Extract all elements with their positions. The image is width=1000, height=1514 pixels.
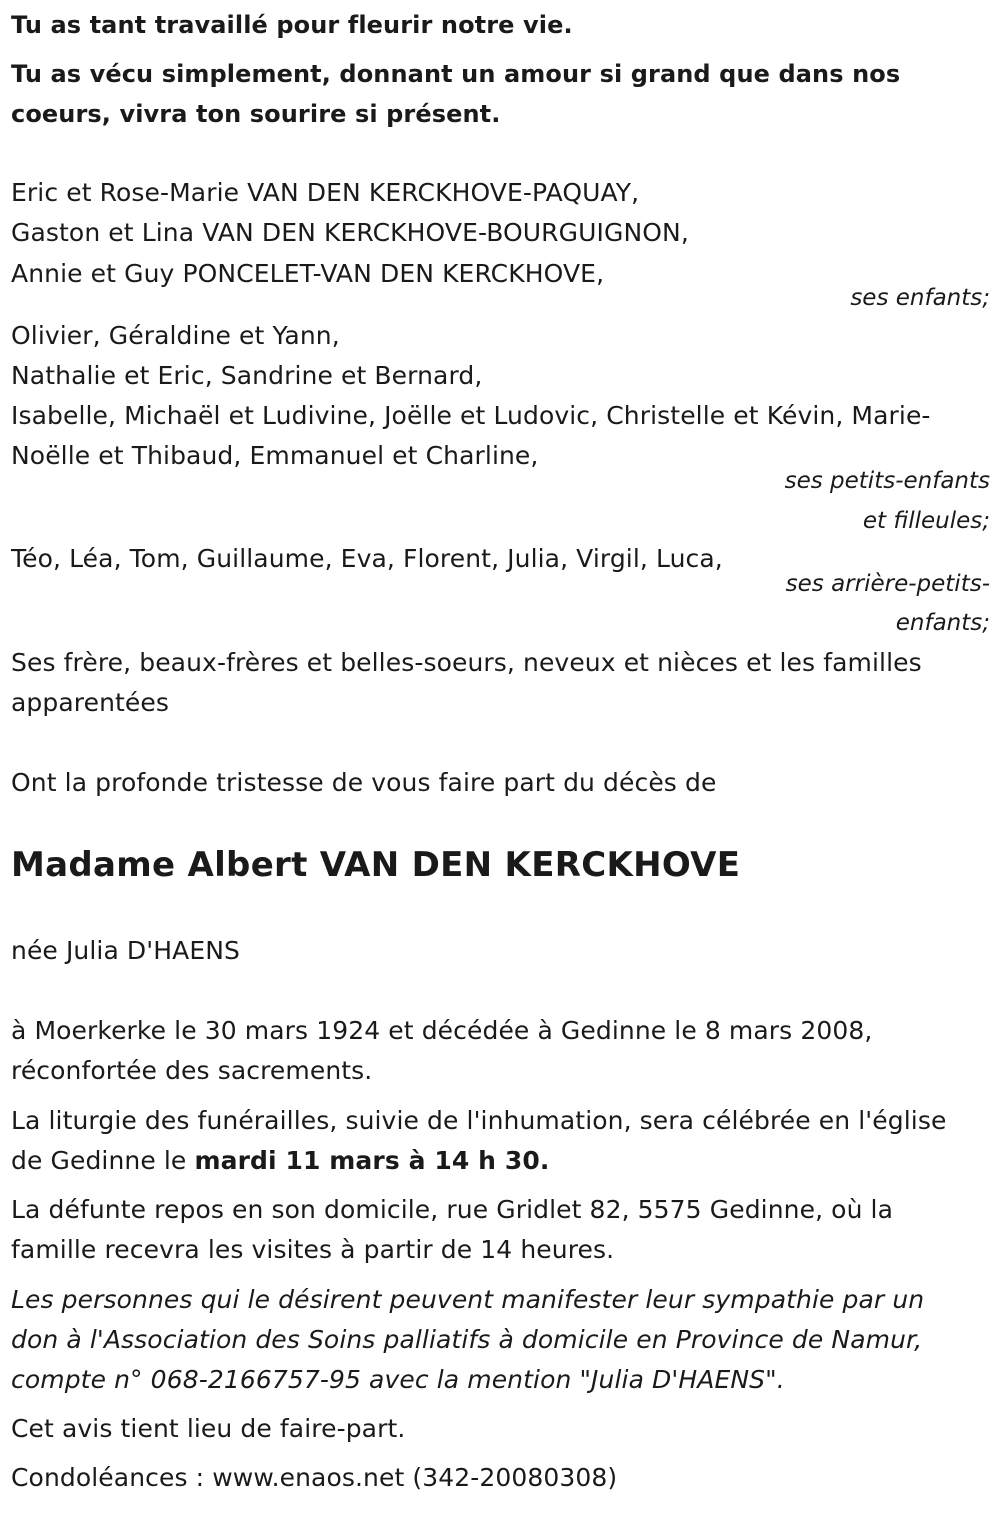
birth-death-line: réconfortée des sacrements. (11, 1056, 373, 1085)
grandchild-name: Olivier, Géraldine et Yann, (11, 321, 340, 350)
funeral-line-prefix: de Gedinne le (11, 1146, 195, 1175)
epigraph-line: Tu as tant travaillé pour fleurir notre vie. (11, 11, 573, 39)
donation-line: Les personnes qui le désirent peuvent manifester leur sympathie par un (11, 1285, 925, 1314)
maiden-name: née Julia D'HAENS (11, 936, 241, 965)
deceased-name: Madame Albert VAN DEN KERCKHOVE (11, 845, 741, 885)
notice-line: Cet avis tient lieu de faire-part. (11, 1414, 406, 1443)
great-grandchildren-role: ses arrière-petits- (785, 571, 990, 597)
donation-line: compte n° 068-2166757-95 avec la mention "Julia D'HAENS". (11, 1365, 785, 1394)
grandchildren-role: et filleules; (862, 508, 990, 534)
funeral-line (11, 1146, 549, 1176)
child-name: Annie et Guy PONCELET-VAN DEN KERCKHOVE, (11, 259, 605, 288)
birth-death-line: à Moerkerke le 30 mars 1924 et décédée à Gedinne le 8 mars 2008, (11, 1016, 873, 1045)
family-line: apparentées (11, 688, 170, 717)
child-name: Gaston et Lina VAN DEN KERCKHOVE-BOURGUIGNON, (11, 218, 689, 247)
epigraph-line: coeurs, vivra ton sourire si présent. (11, 100, 501, 128)
grandchildren-role: ses petits-enfants (784, 468, 990, 494)
rest-line: famille recevra les visites à partir de 14 heures. (11, 1235, 615, 1264)
announcement: Ont la profonde tristesse de vous faire part du décès de (11, 768, 717, 797)
condolences-line: Condoléances : www.enaos.net (342-20080308) (11, 1463, 618, 1492)
grandchild-name: Isabelle, Michaël et Ludivine, Joëlle et Ludovic, Christelle et Kévin, Marie- (11, 401, 931, 430)
children-role: ses enfants; (850, 285, 990, 311)
child-name: Eric et Rose-Marie VAN DEN KERCKHOVE-PAQUAY, (11, 178, 640, 207)
grandchild-name: Nathalie et Eric, Sandrine et Bernard, (11, 361, 483, 390)
great-grandchildren-role: enfants; (895, 610, 990, 636)
donation-line: don à l'Association des Soins palliatifs à domicile en Province de Namur, (11, 1325, 923, 1354)
great-grandchildren-names: Téo, Léa, Tom, Guillaume, Eva, Florent, Julia, Virgil, Luca, (11, 544, 723, 573)
grandchild-name: Noëlle et Thibaud, Emmanuel et Charline, (11, 441, 539, 470)
epigraph-line: Tu as vécu simplement, donnant un amour si grand que dans nos (11, 60, 901, 88)
family-line: Ses frère, beaux-frères et belles-soeurs, neveux et nièces et les familles (11, 648, 922, 677)
funeral-datetime: mardi 11 mars à 14 h 30. (194, 1146, 550, 1175)
funeral-line: La liturgie des funérailles, suivie de l'inhumation, sera célébrée en l'église (11, 1106, 947, 1135)
rest-line: La défunte repos en son domicile, rue Gridlet 82, 5575 Gedinne, où la (11, 1195, 894, 1224)
